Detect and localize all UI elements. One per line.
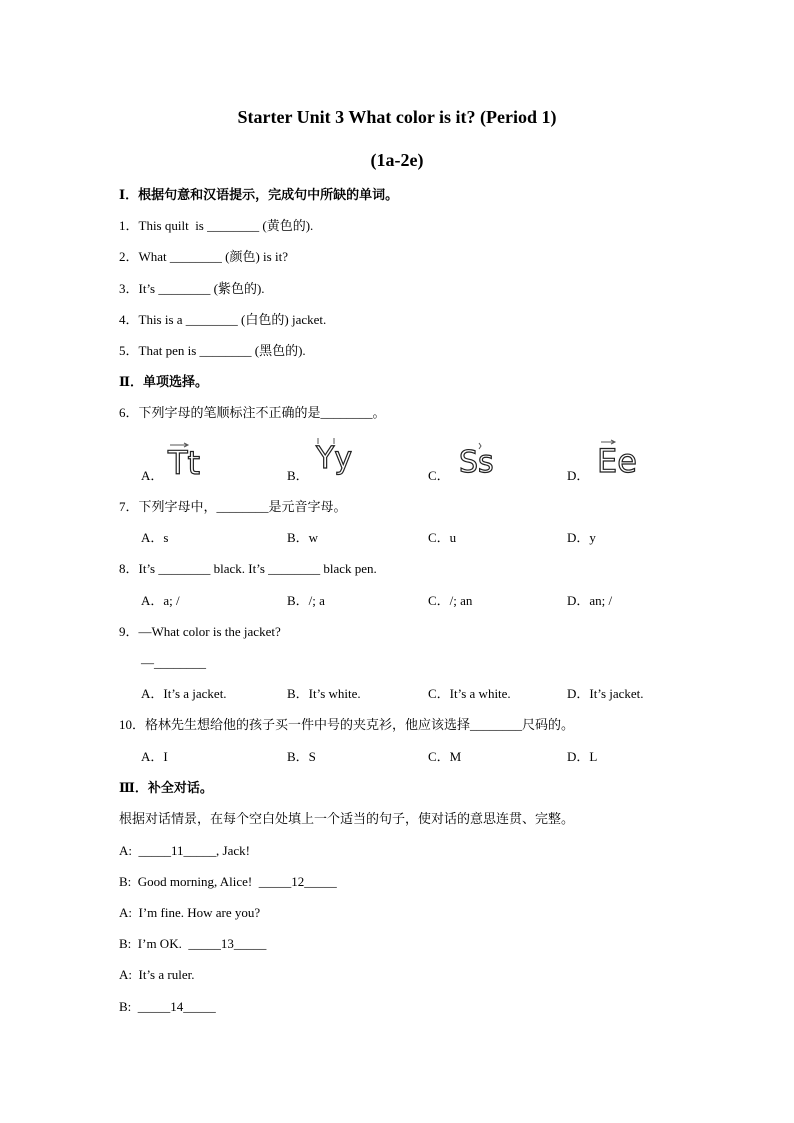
dialogue-line-2: B: Good morning, Alice! _____12_____ — [119, 874, 337, 889]
letter-yy-image — [314, 436, 364, 478]
page-subtitle: (1a-2e) — [370, 150, 424, 170]
q10-option-a: A．I — [141, 749, 168, 764]
q10-option-c: C．M — [428, 749, 462, 764]
q8-option-a: A．a; / — [141, 593, 180, 608]
q3: 3．It’s ________ (紫色的). — [119, 281, 265, 296]
letter-tt-image — [166, 440, 220, 478]
q7-option-a: A．s — [141, 530, 169, 545]
q10-option-d: D．L — [567, 749, 598, 764]
dialogue-line-1: A: _____11_____, Jack! — [119, 843, 250, 858]
q8-option-d: D．an; / — [567, 593, 613, 608]
q6-option-c-label: C． — [428, 468, 450, 483]
q7-option-d: D．y — [567, 530, 596, 545]
section2-heading: Ⅱ．单项选择。 — [119, 374, 208, 389]
q6-option-b-label: B． — [287, 468, 309, 483]
dialogue-line-3: A: I’m fine. How are you? — [119, 905, 261, 920]
q6-stem: 6．下列字母的笔顺标注不正确的是________。 — [119, 405, 386, 420]
q2: 2．What ________ (颜色) is it? — [119, 249, 288, 264]
q9-answer-line: —________ — [141, 655, 206, 670]
q6-option-a-label: A． — [141, 468, 164, 483]
section1-heading: Ⅰ．根据句意和汉语提示，完成句中所缺的单词。 — [119, 187, 399, 202]
letter-ee-image — [595, 438, 645, 478]
q8-stem: 8．It’s ________ black. It’s ________ black pen. — [119, 561, 377, 576]
q4: 4．This is a ________ (白色的) jacket. — [119, 312, 327, 327]
q9-option-c: C．It’s a white. — [428, 686, 511, 701]
section3-instruction: 根据对话情景，在每个空白处填上一个适当的句子，使对话的意思连贯、完整。 — [119, 811, 575, 826]
q8-option-b: B．/; a — [287, 593, 325, 608]
q10-option-b: B．S — [287, 749, 316, 764]
section3-heading: Ⅲ．补全对话。 — [119, 780, 213, 795]
q10-stem: 10．格林先生想给他的孩子买一件中号的夹克衫，他应该选择________尺码的。 — [119, 717, 575, 732]
letter-ss-image — [457, 440, 507, 478]
q7-option-c: C．u — [428, 530, 457, 545]
q7-stem: 7．下列字母中，________是元音字母。 — [119, 499, 347, 514]
page-title: Starter Unit 3 What color is it? (Period 1) — [237, 107, 557, 127]
q1: 1．This quilt is ________ (黄色的). — [119, 218, 314, 233]
q7-option-b: B．w — [287, 530, 319, 545]
dialogue-line-6: B: _____14_____ — [119, 999, 216, 1014]
q6-option-d-label: D． — [567, 468, 590, 483]
letter-tt-text: Tt — [168, 444, 201, 478]
letter-yy-text: Yy — [316, 441, 353, 476]
q8-option-c: C．/; an — [428, 593, 473, 608]
q9-option-a: A．It’s a jacket. — [141, 686, 227, 701]
letter-ee-text: Ee — [597, 442, 637, 478]
letter-ss-text: Ss — [459, 445, 494, 478]
q5: 5．That pen is ________ (黑色的). — [119, 343, 306, 358]
dialogue-line-5: A: It’s a ruler. — [119, 967, 195, 982]
q9-stem: 9．—What color is the jacket? — [119, 624, 281, 639]
q9-option-d: D．It’s jacket. — [567, 686, 644, 701]
dialogue-line-4: B: I’m OK. _____13_____ — [119, 936, 267, 951]
q9-option-b: B．It’s white. — [287, 686, 361, 701]
